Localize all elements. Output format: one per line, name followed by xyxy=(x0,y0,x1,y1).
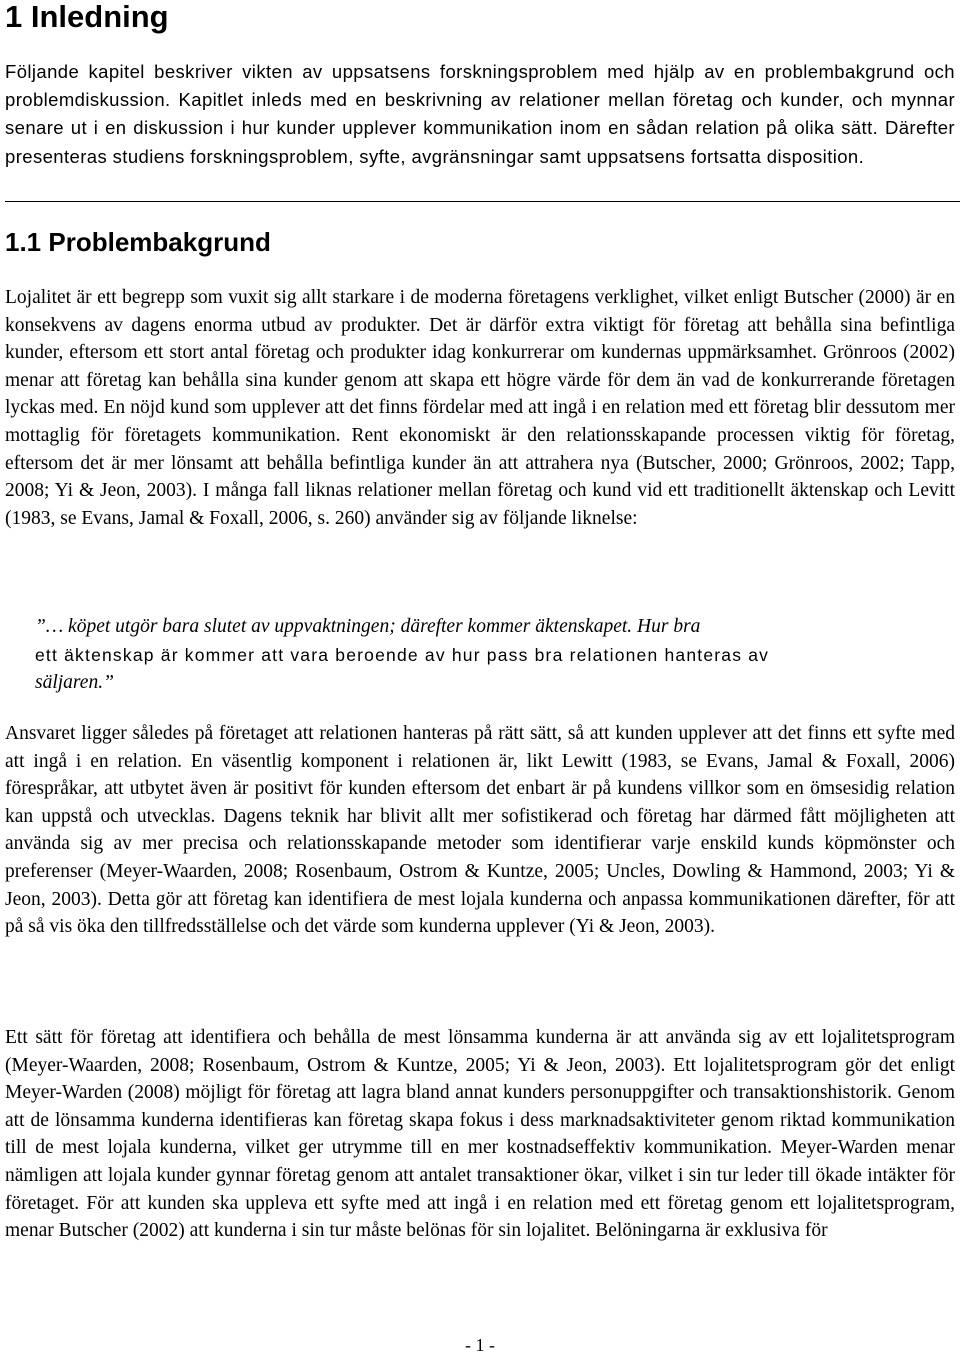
section-title: 1.1 Problembakgrund xyxy=(5,227,271,257)
chapter-intro: Följande kapitel beskriver vikten av uppsatsens forskningsproblem med hjälp av en problembakgrund och problemdiskussion. Kapitlet inleds med en beskrivning av relationer mellan företag och kunder, och mynnar senare ut i en diskussion i hur kunder upplever kommunikation inom en sådan relation på olika sätt. Därefter presenteras studiens forskningsproblem, syfte, avgränsningar samt uppsatsens fortsatta disposition. xyxy=(5,61,955,167)
chapter-title: 1 Inledning xyxy=(5,0,169,34)
quote-line-3: säljaren.” xyxy=(35,672,114,693)
page-number: - 1 - xyxy=(465,1335,495,1355)
block-quote xyxy=(35,613,895,697)
quote-line-2: ett äktenskap är kommer att vara beroende av hur pass bra relationen hanteras av xyxy=(35,645,770,665)
quote-line-1: ”… köpet utgör bara slutet av uppvaktningen; därefter kommer äktenskapet. Hur bra xyxy=(35,616,701,637)
section-divider xyxy=(5,201,960,202)
body-paragraph-1: Lojalitet är ett begrepp som vuxit sig allt starkare i de moderna företagens verklighet, vilket enligt Butscher (2000) är en konsekvens av dagens enorma utbud av produkter. Det är därför extra viktigt för företag att behålla sina befintliga kunder, eftersom ett stort antal företag och produkter idag konkurrerar om kundernas uppmärksamhet. Grönroos (2002) menar att företag kan behålla sina kunder genom att skapa ett högre värde för dem än vad de konkurrerande företagen lyckas med. En nöjd kund som upplever att det finns fördelar med att ingå i en relation med ett företag blir dessutom mer mottaglig för företagets kommunikation. Rent ekonomiskt är den relationsskapande processen viktig för företag, eftersom det är mer lönsamt att behålla befintliga kunder än att attrahera nya (Butscher, 2000; Grönroos, 2002; Tapp, 2008; Yi & Jeon, 2003). I många fall liknas relationer mellan företag och kund vid ett traditionellt äktenskap och Levitt (1983, se Evans, Jamal & Foxall, 2006, s. 260) använder sig av följande liknelse: xyxy=(5,287,955,529)
body-paragraph-3: Ett sätt för företag att identifiera och behålla de mest lönsamma kunderna är att använda sig av ett lojalitetsprogram (Meyer-Waarden, 2008; Rosenbaum, Ostrom & Kuntze, 2005; Yi & Jeon, 2003). Ett lojalitetsprogram gör det enligt Meyer-Warden (2008) möjligt för företag att lagra bland annat kunders personuppgifter och transaktionshistorik. Genom att de lönsamma kunderna identifieras kan företag skapa fokus i dess marknadsaktiviteter genom riktad kommunikation till de mest lojala kunderna, vilket ger utrymme till en mer kostnadseffektiv kommunikation. Meyer-Warden menar nämligen att lojala kunder gynnar företag genom att antalet transaktioner ökar, vilket i sin tur leder till ökade intäkter för företaget. För att kunden ska uppleva ett syfte med att ingå i en relation med ett företag genom ett lojalitetsprogram, menar Butscher (2002) att kunderna i sin tur måste belönas för sin lojalitet. Belöningarna är exklusiva för xyxy=(5,1027,955,1242)
body-paragraph-2: Ansvaret ligger således på företaget att relationen hanteras på rätt sätt, så att kunden upplever att det finns ett syfte med att ingå i en relation. En väsentlig komponent i relationen är, likt Lewitt (1983, se Evans, Jamal & Foxall, 2006) förespråkar, att utbytet även är positivt för kunden eftersom det enbart är på kundens villkor som en ömsesidig relation kan uppstå och utvecklas. Dagens teknik har blivit allt mer sofistikerad och företag har därmed fått möjligheten att använda sig av mer precisa och relationsskapande metoder som identifierar varje enskild kunds köpmönster och preferenser (Meyer-Waarden, 2008; Rosenbaum, Ostrom & Kuntze, 2005; Uncles, Dowling & Hammond, 2003; Yi & Jeon, 2003). Detta gör att företag kan identifiera de mest lojala kunderna och anpassa kommunikationen därefter, för att på så vis öka den tillfredsställelse och det värde som kunderna upplever (Yi & Jeon, 2003). xyxy=(5,723,955,938)
